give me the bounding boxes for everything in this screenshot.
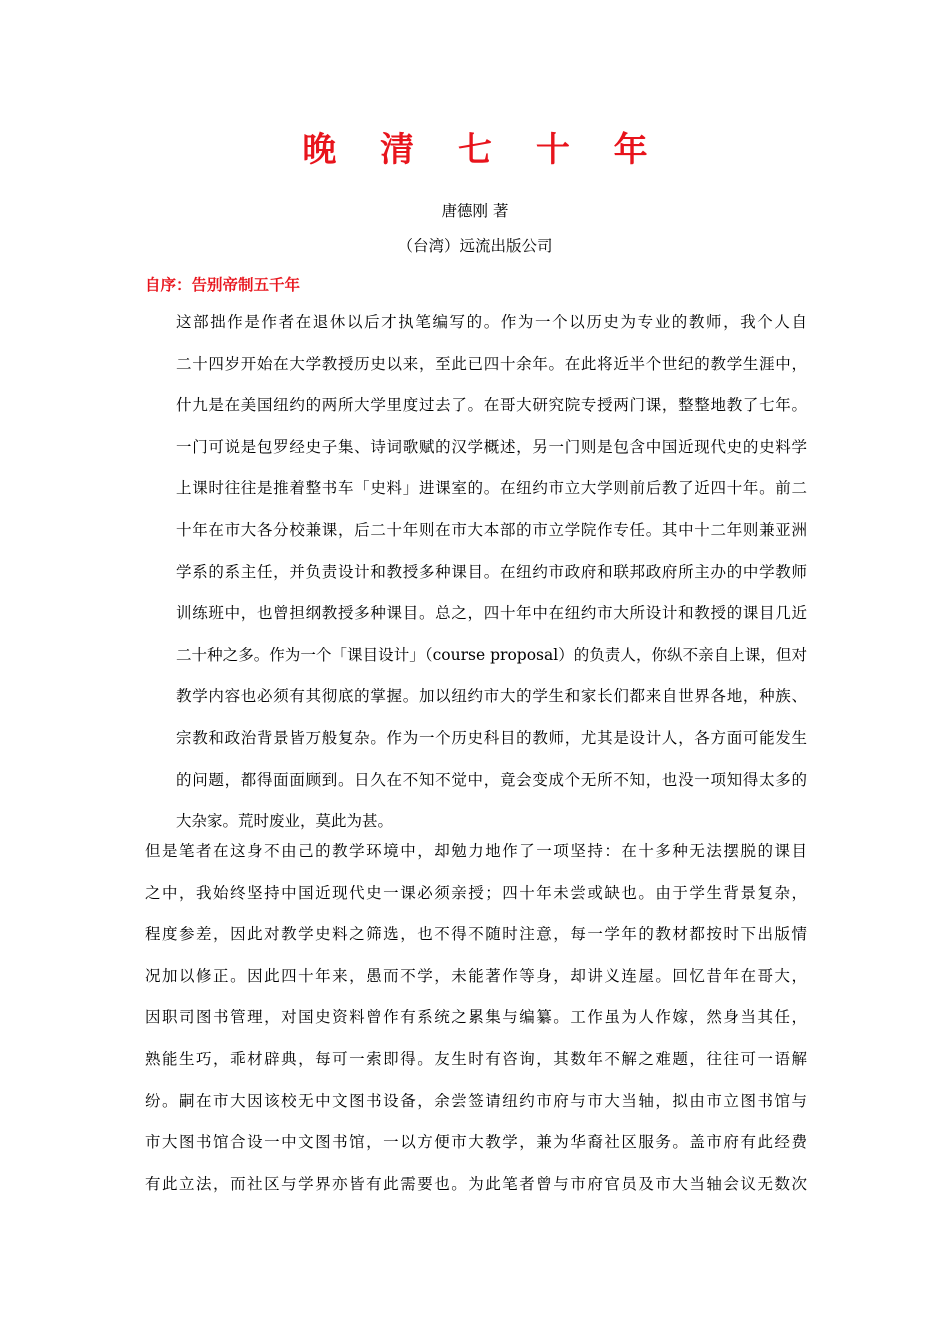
text-line: 程度参差，因此对教学史料之筛选，也不得不随时注意，每一学年的教材都按时下出版情 [145,925,807,944]
text-line: 之中，我始终坚持中国近现代史一课必须亲授；四十年未尝或缺也。由于学生背景复杂， [145,883,807,902]
paragraph-2 [145,831,807,1205]
text-line: 十年在市大各分校兼课，后二十年则在市大本部的市立学院作专任。其中十二年则兼亚洲 [176,520,807,539]
text-line: 训练班中，也曾担纲教授多种课目。总之，四十年中在纽约市大所设计和教授的课目几近 [176,604,807,623]
text-line: 一门可说是包罗经史子集、诗词歌赋的汉学概述，另一门则是包含中国近现代史的史料学 [176,437,807,456]
text-line: 熟能生巧，乖材辟典，每可一索即得。友生时有咨询，其数年不解之难题，往往可一语解 [145,1049,807,1068]
text-line: 纷。嗣在市大因该校无中文图书设备，余尝签请纽约市府与市大当轴，拟由市立图书馆与 [145,1091,807,1110]
text-line: 但是笔者在这身不由己的教学环境中，却勉力地作了一项坚持：在十多种无法摆脱的课目 [145,842,807,860]
text-line: 上课时往往是推着整书车「史料」进课室的。在纽约市立大学则前后教了近四十年。前二 [176,479,807,498]
page-title: 晚 清 七 十 年 [302,130,664,170]
publisher-line: （台湾）远流出版公司 [397,237,553,255]
section-heading: 自序：告别帝制五千年 [145,275,301,294]
text-line: 宗教和政治背景皆万般复杂。作为一个历史科目的教师，尤其是设计人，各方面可能发生 [176,728,807,747]
text-line: 学系的系主任，并负责设计和教授多种课目。在纽约市政府和联邦政府所主办的中学教师 [176,562,807,581]
text-line: 教学内容也必须有其彻底的掌握。加以纽约市大的学生和家长们都来自世界各地，种族、 [176,687,807,706]
text-line: 市大图书馆合设一中文图书馆，一以方便市大教学，兼为华裔社区服务。盖市府有此经费 [145,1133,807,1152]
text-line: 的问题，都得面面顾到。日久在不知不觉中，竟会变成个无所不知，也没一项知得太多的 [176,770,807,789]
paragraph-1 [145,302,807,843]
author-line: 唐德刚 著 [441,202,509,220]
text-line: 有此立法，而社区与学界亦皆有此需要也。为此笔者曾与市府官员及市大当轴会议无数次 [145,1174,807,1193]
text-line: 大杂家。荒时废业，莫此为甚。 [176,812,394,831]
text-line: 这部拙作是作者在退休以后才执笔编写的。作为一个以历史为专业的教师，我个人自 [176,313,807,331]
text-line: 什九是在美国纽约的两所大学里度过去了。在哥大研究院专授两门课，整整地教了七年。 [176,396,807,415]
text-line: 况加以修正。因此四十年来，愚而不学，未能著作等身，却讲义连屋。回忆昔年在哥大， [145,966,807,985]
text-line: 二十种之多。作为一个「课目设计」（course proposal）的负责人，你纵不亲自上课，但对 [176,645,807,664]
text-line: 二十四岁开始在大学教授历史以来，至此已四十余年。在此将近半个世纪的教学生涯中， [176,354,807,373]
text-line: 因职司图书管理，对国史资料曾作有系统之累集与编纂。工作虽为人作嫁，然身当其任， [145,1008,807,1027]
